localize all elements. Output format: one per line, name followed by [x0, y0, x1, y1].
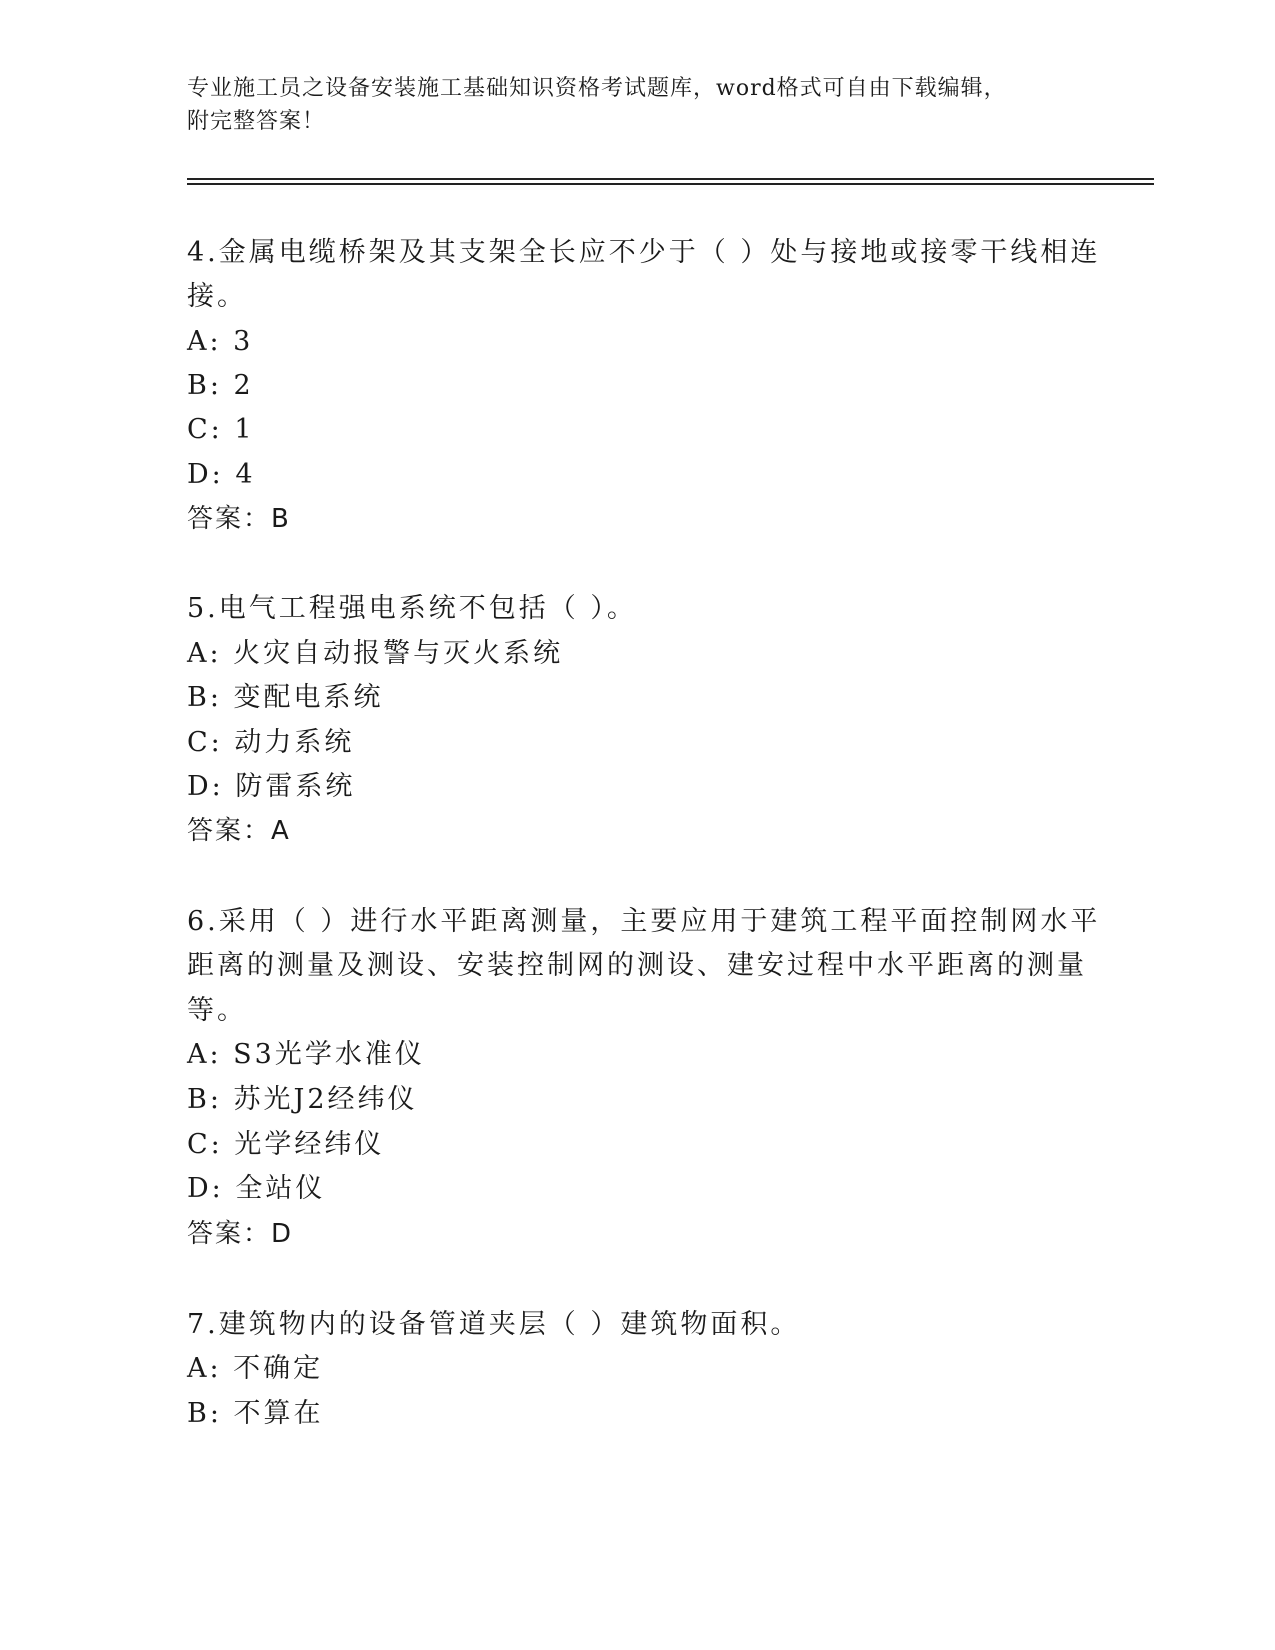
question-4-stem-line-2: 接。: [187, 281, 247, 312]
header-divider-top: [187, 178, 1154, 180]
question-6-option-d: D: 全站仪: [187, 1173, 326, 1204]
question-5-option-b: B: 变配电系统: [187, 682, 384, 713]
question-4-stem-line-1: 4.金属电缆桥架及其支架全长应不少于（ ）处与接地或接零干线相连: [187, 237, 1101, 268]
question-6-stem-line-1: 6.采用（ ）进行水平距离测量，主要应用于建筑工程平面控制网水平: [187, 906, 1101, 937]
question-6-answer: 答案：D: [187, 1219, 294, 1249]
question-5-stem-line-1: 5.电气工程强电系统不包括（ ）。: [187, 593, 637, 624]
question-5-option-a: A: 火灾自动报警与灭火系统: [187, 638, 564, 669]
question-6-stem-line-3: 等。: [187, 995, 247, 1026]
question-5-answer: 答案：A: [187, 816, 291, 846]
question-4-option-c: C: 1: [187, 414, 255, 445]
question-5-option-c: C: 动力系统: [187, 727, 355, 758]
header-line-1: 专业施工员之设备安装施工基础知识资格考试题库，word格式可自由下载编辑，: [187, 76, 1007, 101]
question-6-stem-line-2: 距离的测量及测设、安装控制网的测设、建安过程中水平距离的测量: [187, 950, 1087, 981]
header-divider-bottom: [187, 183, 1154, 185]
question-7-stem-line-1: 7.建筑物内的设备管道夹层（ ）建筑物面积。: [187, 1309, 801, 1340]
question-6-option-b: B: 苏光J2经纬仪: [187, 1084, 418, 1115]
question-7-option-a: A: 不确定: [187, 1353, 324, 1384]
question-6-option-a: A: S3光学水准仪: [187, 1039, 425, 1070]
question-7-option-b: B: 不算在: [187, 1398, 324, 1429]
question-5-option-d: D: 防雷系统: [187, 771, 356, 802]
question-4-option-b: B: 2: [187, 370, 254, 401]
question-4-option-d: D: 4: [187, 459, 256, 490]
question-4-option-a: A: 3: [187, 326, 254, 357]
question-4-answer: 答案：B: [187, 504, 291, 534]
document-header: [187, 72, 1067, 138]
header-line-2: 附完整答案！: [187, 109, 326, 134]
question-6-option-c: C: 光学经纬仪: [187, 1129, 385, 1160]
